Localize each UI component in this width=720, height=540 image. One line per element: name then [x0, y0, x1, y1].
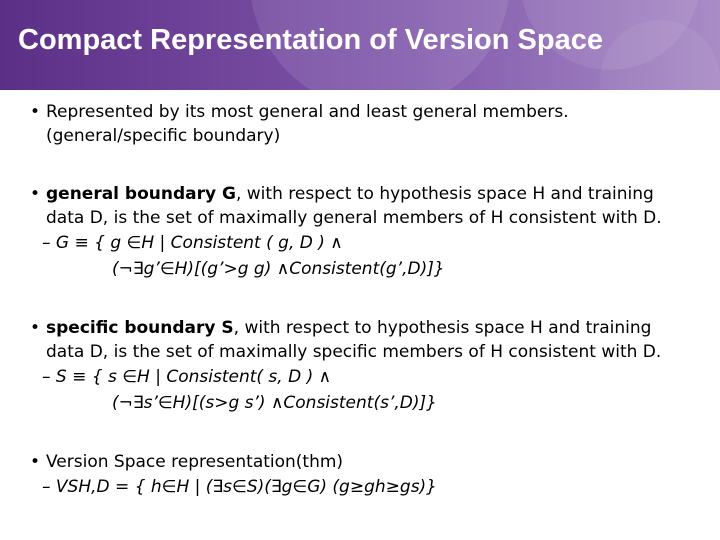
term-specific-boundary: specific boundary S — [46, 318, 234, 338]
bullet-text: data D, is the set of maximally specific members of H consistent with D. — [46, 342, 662, 362]
formula-version-space: – VSH,D = { h∈H | (∃s∈S)(∃g∈G) (g≥gh≥gs)} — [42, 477, 437, 497]
bullet-dot: • — [30, 318, 41, 338]
formula-s-line2: (¬∃s’∈H)[(s>g s’) ∧Consistent(s’,D)]} — [112, 393, 437, 413]
term-general-boundary: general boundary G — [46, 184, 236, 204]
bullet-text: Represented by its most general and least general members. — [46, 102, 569, 122]
bullet-dot: • — [30, 184, 41, 204]
slide-header — [0, 0, 720, 90]
bullet-text-rest: , with respect to hypothesis space H and training — [235, 184, 654, 204]
bullet-dot: • — [30, 102, 41, 122]
bullet-dot: • — [30, 452, 41, 472]
bullet-specific-boundary — [30, 316, 710, 364]
bullet-general-boundary — [30, 182, 710, 230]
bullet-text — [46, 316, 710, 340]
formula-g-line2: (¬∃g’∈H)[(g’>g g) ∧Consistent(g’,D)]} — [112, 259, 445, 279]
bullet-version-space — [30, 450, 710, 474]
slide-body — [30, 96, 710, 500]
formula-g-line1: – G ≡ { g ∈H | Consistent ( g, D ) ∧ — [42, 233, 343, 253]
bullet-representation — [30, 100, 710, 148]
bullet-text: data D, is the set of maximally general members of H consistent with D. — [46, 208, 662, 228]
bullet-text — [46, 182, 710, 206]
bullet-text: Version Space representation(thm) — [46, 452, 344, 472]
slide-title: Compact Representation of Version Space — [18, 24, 603, 56]
bullet-text-rest: , with respect to hypothesis space H and training — [233, 318, 652, 338]
formula-s-line1: – S ≡ { s ∈H | Consistent( s, D ) ∧ — [42, 367, 332, 387]
bullet-text: (general/specific boundary) — [46, 126, 281, 146]
